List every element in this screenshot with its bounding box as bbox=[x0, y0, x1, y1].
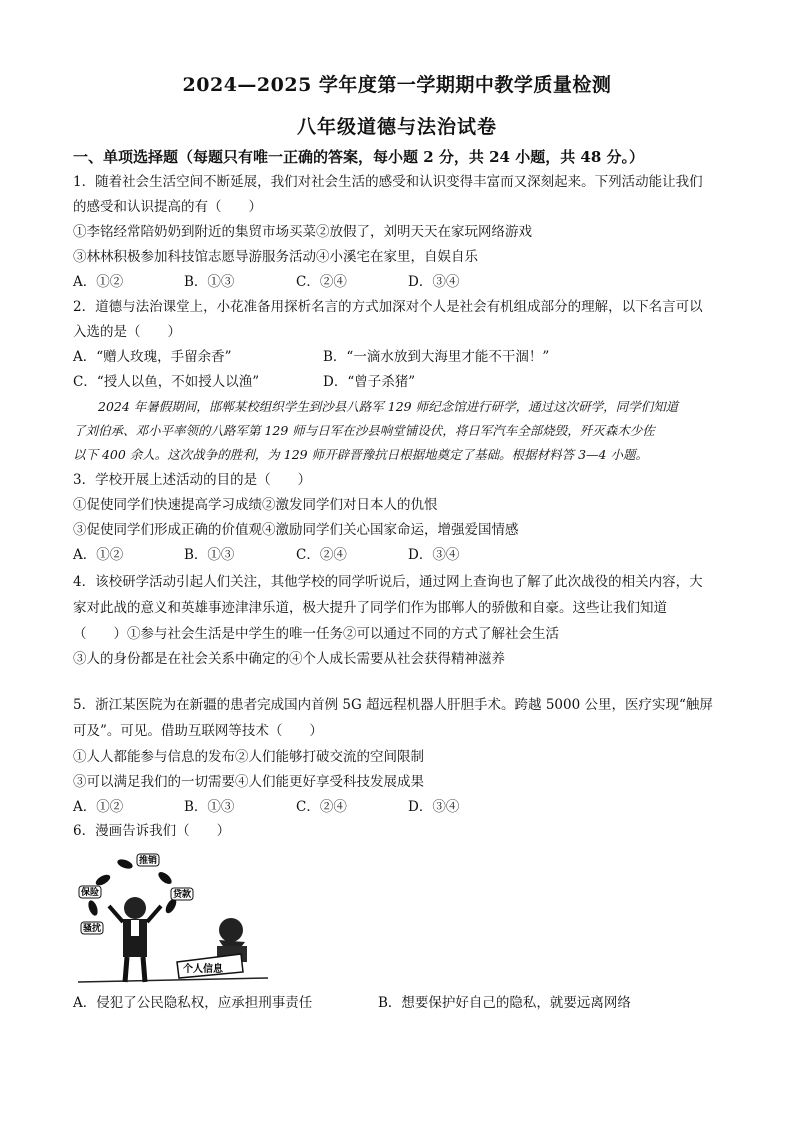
q3-option-c: C．②④ bbox=[296, 547, 347, 563]
q4-stem-line3: （ ）①参与社会生活是中学生的唯一任务②可以通过不同的方式了解社会生活 bbox=[73, 626, 559, 642]
q2-stem-line1: 2．道德与法治课堂上，小花准备用探析名言的方式加深对个人是社会有机组成部分的理解，以下名言可以 bbox=[73, 299, 703, 315]
bubble-label-3: 贷款 bbox=[173, 890, 192, 900]
privacy-cartoon-image bbox=[73, 850, 273, 990]
harassed-man-figure bbox=[109, 897, 161, 982]
q2-option-c: C．“授人以鱼，不如授人以渔” bbox=[73, 374, 260, 390]
q4-item-line1: ③人的身份都是在社会关系中确定的④个人成长需要从社会获得精神滋养 bbox=[73, 651, 505, 667]
q5-option-d: D．③④ bbox=[408, 799, 460, 815]
q3-option-b: B．①③ bbox=[184, 547, 235, 563]
q1-option-d: D．③④ bbox=[408, 274, 460, 290]
q1-item-line1: ①李铭经常陪奶奶到附近的集贸市场买菜②放假了，刘明天天在家玩网络游戏 bbox=[73, 224, 532, 240]
q1-option-b: B．①③ bbox=[184, 274, 235, 290]
q2-stem-line2: 入选的是（ ） bbox=[73, 324, 181, 340]
q1-option-c: C．②④ bbox=[296, 274, 347, 290]
q6-stem: 6．漫画告诉我们（ ） bbox=[73, 823, 231, 839]
q6-option-b: B．想要保护好自己的隐私，就要远离网络 bbox=[378, 995, 631, 1011]
q5-option-a: A．①② bbox=[73, 799, 124, 815]
q1-item-line2: ③林林积极参加科技馆志愿导游服务活动④小溪宅在家里，自娱自乐 bbox=[73, 249, 478, 265]
q4-stem-line1: 4．该校研学活动引起人们关注，其他学校的同学听说后，通过网上查询也了解了此次战役的相关内容，大 bbox=[73, 574, 703, 590]
q3-item-line2: ③促使同学们形成正确的价值观④激励同学们关心国家命运，增强爱国情感 bbox=[73, 522, 519, 538]
q3-stem: 3．学校开展上述活动的目的是（ ） bbox=[73, 472, 312, 488]
q5-item-line1: ①人人都能参与信息的发布②人们能够打破交流的空间限制 bbox=[73, 749, 424, 765]
q6-option-a: A．侵犯了公民隐私权，应承担刑事责任 bbox=[73, 995, 313, 1011]
q3-item-line1: ①促使同学们快速提高学习成绩②激发同学们对日本人的仇恨 bbox=[73, 497, 438, 513]
exam-subtitle: 八年级道德与法治试卷 bbox=[296, 116, 497, 138]
section-heading: 一、单项选择题（每题只有唯一正确的答案，每小题 2 分，共 24 小题，共 48 分。） bbox=[73, 148, 645, 166]
q3-option-d: D．③④ bbox=[408, 547, 460, 563]
personal-info-sign bbox=[177, 954, 243, 978]
q3-option-a: A．①② bbox=[73, 547, 124, 563]
bubble-label-2: 保险 bbox=[81, 888, 100, 898]
q5-item-line2: ③可以满足我们的一切需要④人们能更好享受科技发展成果 bbox=[73, 774, 424, 790]
q1-stem-line2: 的感受和认识提高的有（ ） bbox=[73, 199, 262, 215]
q5-stem-line1: 5．浙江某医院为在新疆的患者完成国内首例 5G 超远程机器人肝胆手术。跨越 5000 公里，医疗实现“触屏 bbox=[73, 697, 713, 713]
q1-stem-line1: 1．随着社会生活空间不断延展，我们对社会生活的感受和认识变得丰富而又深刻起来。下列活动能让我们 bbox=[73, 174, 703, 190]
q5-option-b: B．①③ bbox=[184, 799, 235, 815]
q1-option-a: A．①② bbox=[73, 274, 124, 290]
bubble-label-4: 骚扰 bbox=[83, 924, 102, 934]
bubble-label-1: 推销 bbox=[139, 856, 158, 866]
passage-line3: 以下 400 余人。这次战争的胜利，为 129 师开辟晋豫抗日根据地奠定了基础。根据材料答 3—4 小题。 bbox=[73, 447, 648, 462]
sign-label: 个人信息 bbox=[183, 964, 223, 975]
q5-stem-line2: 可及”。可见。借助互联网等技术（ ） bbox=[73, 723, 323, 739]
q2-option-b: B．“一滴水放到大海里才能不干涸！” bbox=[323, 349, 550, 365]
q4-stem-line2: 家对此战的意义和英雄事迹津津乐道，极大提升了同学们作为邯郸人的骄傲和自豪。这些让我们知道 bbox=[73, 600, 667, 616]
passage-line1: 2024 年暑假期间，邯郸某校组织学生到沙县八路军 129 师纪念馆进行研学，通过这次研学，同学们知道 bbox=[73, 399, 679, 414]
q2-option-a: A．“赠人玫瑰，手留余香” bbox=[73, 349, 232, 365]
passage-line2: 了刘伯承、邓小平率领的八路军第 129 师与日军在沙县响堂铺设伏，将日军汽车全部烧毁，歼灭森木少佐 bbox=[73, 423, 655, 438]
q5-option-c: C．②④ bbox=[296, 799, 347, 815]
exam-title: 2024—2025 学年度第一学期期中教学质量检测 bbox=[182, 74, 612, 96]
q2-option-d: D．“曾子杀猪” bbox=[323, 374, 416, 390]
